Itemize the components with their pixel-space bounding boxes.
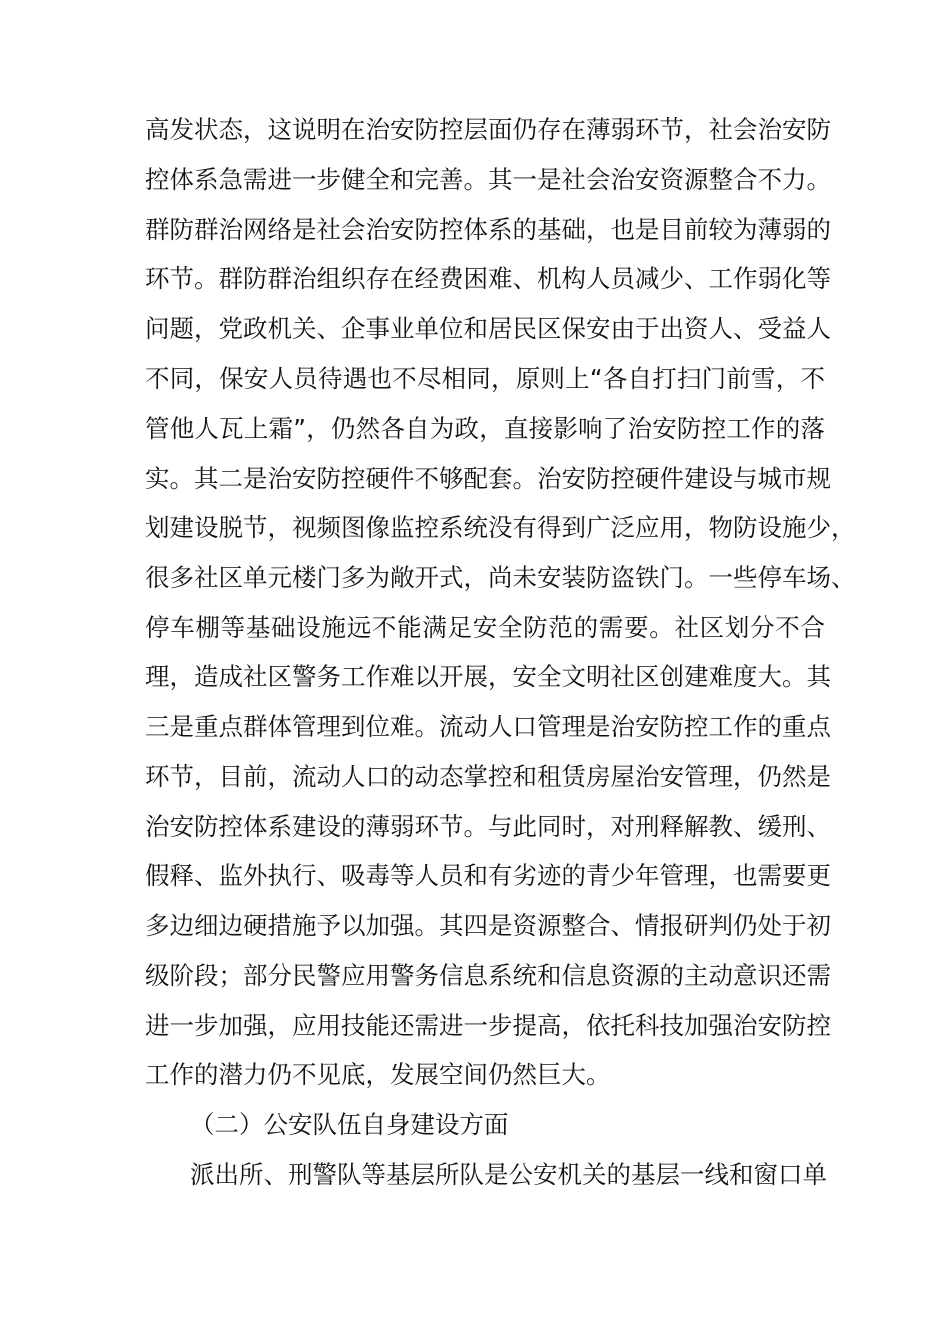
text-line: 环节。群防群治组织存在经费困难、机构人员减少、工作弱化等 [145,264,831,293]
text-line: 进一步加强，应用技能还需进一步提高，依托科技加强治安防控 [145,1011,831,1040]
text-line: 停车棚等基础设施远不能满足安全防范的需要。社区划分不合 [145,613,825,642]
text-line: 假释、监外执行、吸毒等人员和有劣迹的青少年管理，也需要更 [145,861,831,890]
text-line: 级阶段；部分民警应用警务信息系统和信息资源的主动意识还需 [145,961,831,990]
text-line: 划建设脱节，视频图像监控系统没有得到广泛应用，物防设施少， [145,513,856,542]
text-line: 理，造成社区警务工作难以开展，安全文明社区创建难度大。其 [145,662,831,691]
text-line: 治安防控体系建设的薄弱环节。与此同时，对刑释解教、缓刑、 [145,812,831,841]
text-line: 高发状态，这说明在治安防控层面仍存在薄弱环节，社会治安防 [145,115,831,144]
text-line: 群防群治网络是社会治安防控体系的基础，也是目前较为薄弱的 [145,215,831,244]
text-line: 三是重点群体管理到位难。流动人口管理是治安防控工作的重点 [145,712,831,741]
section-heading: （二）公安队伍自身建设方面 [190,1110,509,1139]
text-line: 环节，目前，流动人口的动态掌控和租赁房屋治安管理，仍然是 [145,762,831,791]
text-line: 问题，党政机关、企事业单位和居民区保安由于出资人、受益人 [145,314,831,343]
text-line: 不同，保安人员待遇也不尽相同，原则上“各自打扫门前雪，不 [145,364,825,393]
text-line: 派出所、刑警队等基层所队是公安机关的基层一线和窗口单 [190,1160,827,1189]
text-line: 实。其二是治安防控硬件不够配套。治安防控硬件建设与城市规 [145,464,831,493]
text-line: 多边细边硬措施予以加强。其四是资源整合、情报研判仍处于初 [145,911,831,940]
text-line: 很多社区单元楼门多为敞开式，尚未安装防盗铁门。一些停车场、 [145,563,856,592]
text-line: 控体系急需进一步健全和完善。其一是社会治安资源整合不力。 [145,165,831,194]
text-line: 工作的潜力仍不见底，发展空间仍然巨大。 [145,1060,611,1089]
text-line: 管他人瓦上霜”，仍然各自为政，直接影响了治安防控工作的落 [145,414,825,443]
